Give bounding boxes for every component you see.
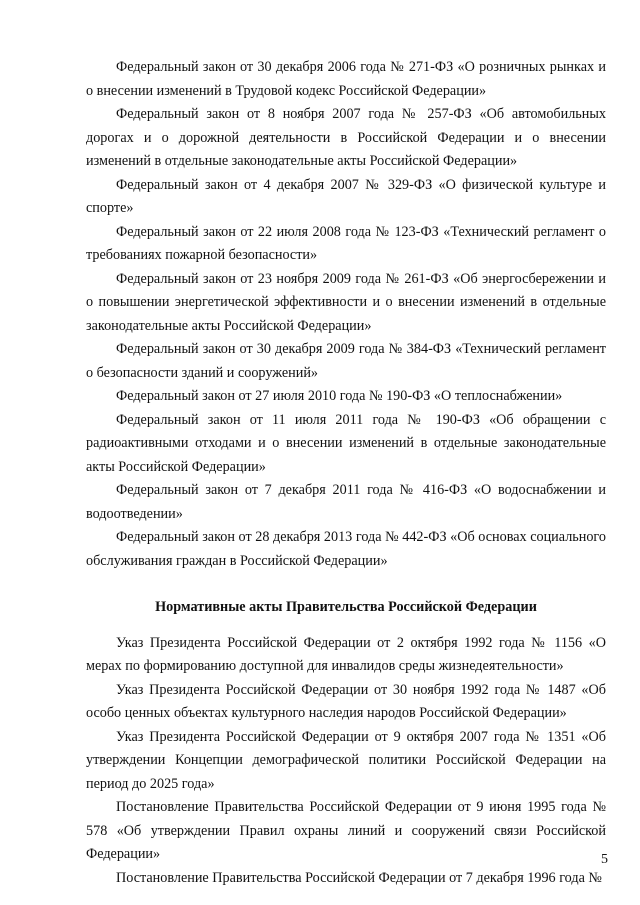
act-paragraph-1: Указ Президента Российской Федерации от 2 октября 1992 года № 1156 «О мерах по формированию доступной для инвалидов среды жизнедеятельности» xyxy=(86,634,606,674)
act-paragraph-4: Постановление Правительства Российской Федерации от 9 июня 1995 года № 578 «Об утверждении Правил охраны линий и сооружений связи Российской Федерации» xyxy=(86,799,606,862)
law-paragraph-3: Федеральный закон от 4 декабря 2007 № 329-ФЗ «О физической культуре и спорте» xyxy=(86,176,606,216)
law-paragraph-4: Федеральный закон от 22 июля 2008 года № 123-ФЗ «Технический регламент о требованиях пожарной безопасности» xyxy=(86,223,606,263)
law-paragraph-2: Федеральный закон от 8 ноября 2007 года № 257-ФЗ «Об автомобильных дорогах и о дорожной деятельности в Российской Федерации и о внесении изменений в отдельные законодательные акты Российской Федерации» xyxy=(86,106,606,169)
law-paragraph-1: Федеральный закон от 30 декабря 2006 года № 271-ФЗ «О розничных рынках и о внесении изменений в Трудовой кодекс Российской Федерации» xyxy=(86,59,606,99)
law-paragraph-6: Федеральный закон от 30 декабря 2009 года № 384-ФЗ «Технический регламент о безопасности зданий и сооружений» xyxy=(86,341,606,381)
section-heading: Нормативные акты Правительства Российской Федерации xyxy=(155,599,537,615)
act-paragraph-3: Указ Президента Российской Федерации от 9 октября 2007 года № 1351 «Об утверждении Концепции демографической политики Российской Федерации на период до 2025 года» xyxy=(86,728,606,792)
law-paragraph-10: Федеральный закон от 28 декабря 2013 года № 442-ФЗ «Об основах социального обслуживания граждан в Российской Федерации» xyxy=(86,529,606,569)
law-paragraph-5: Федеральный закон от 23 ноября 2009 года № 261-ФЗ «Об энергосбережении и о повышении энергетической эффективности и о внесении изменений в отдельные законодательные акты Российской Федерации» xyxy=(86,270,606,334)
page-number: 5 xyxy=(601,852,608,867)
act-paragraph-2: Указ Президента Российской Федерации от 30 ноября 1992 года № 1487 «Об особо ценных объектах культурного наследия народов Российской Федерации» xyxy=(86,681,606,721)
law-paragraph-7: Федеральный закон от 27 июля 2010 года № 190-ФЗ «О теплоснабжении» xyxy=(116,388,563,404)
document-body xyxy=(86,56,606,890)
act-paragraph-5: Постановление Правительства Российской Федерации от 7 декабря 1996 года № xyxy=(116,869,602,886)
law-paragraph-9: Федеральный закон от 7 декабря 2011 года № 416-ФЗ «О водоснабжении и водоотведении» xyxy=(86,482,606,522)
law-paragraph-8: Федеральный закон от 11 июля 2011 года № 190-ФЗ «Об обращении с радиоактивными отходами и о внесении изменений в отдельные законодательные акты Российской Федерации» xyxy=(86,411,606,475)
